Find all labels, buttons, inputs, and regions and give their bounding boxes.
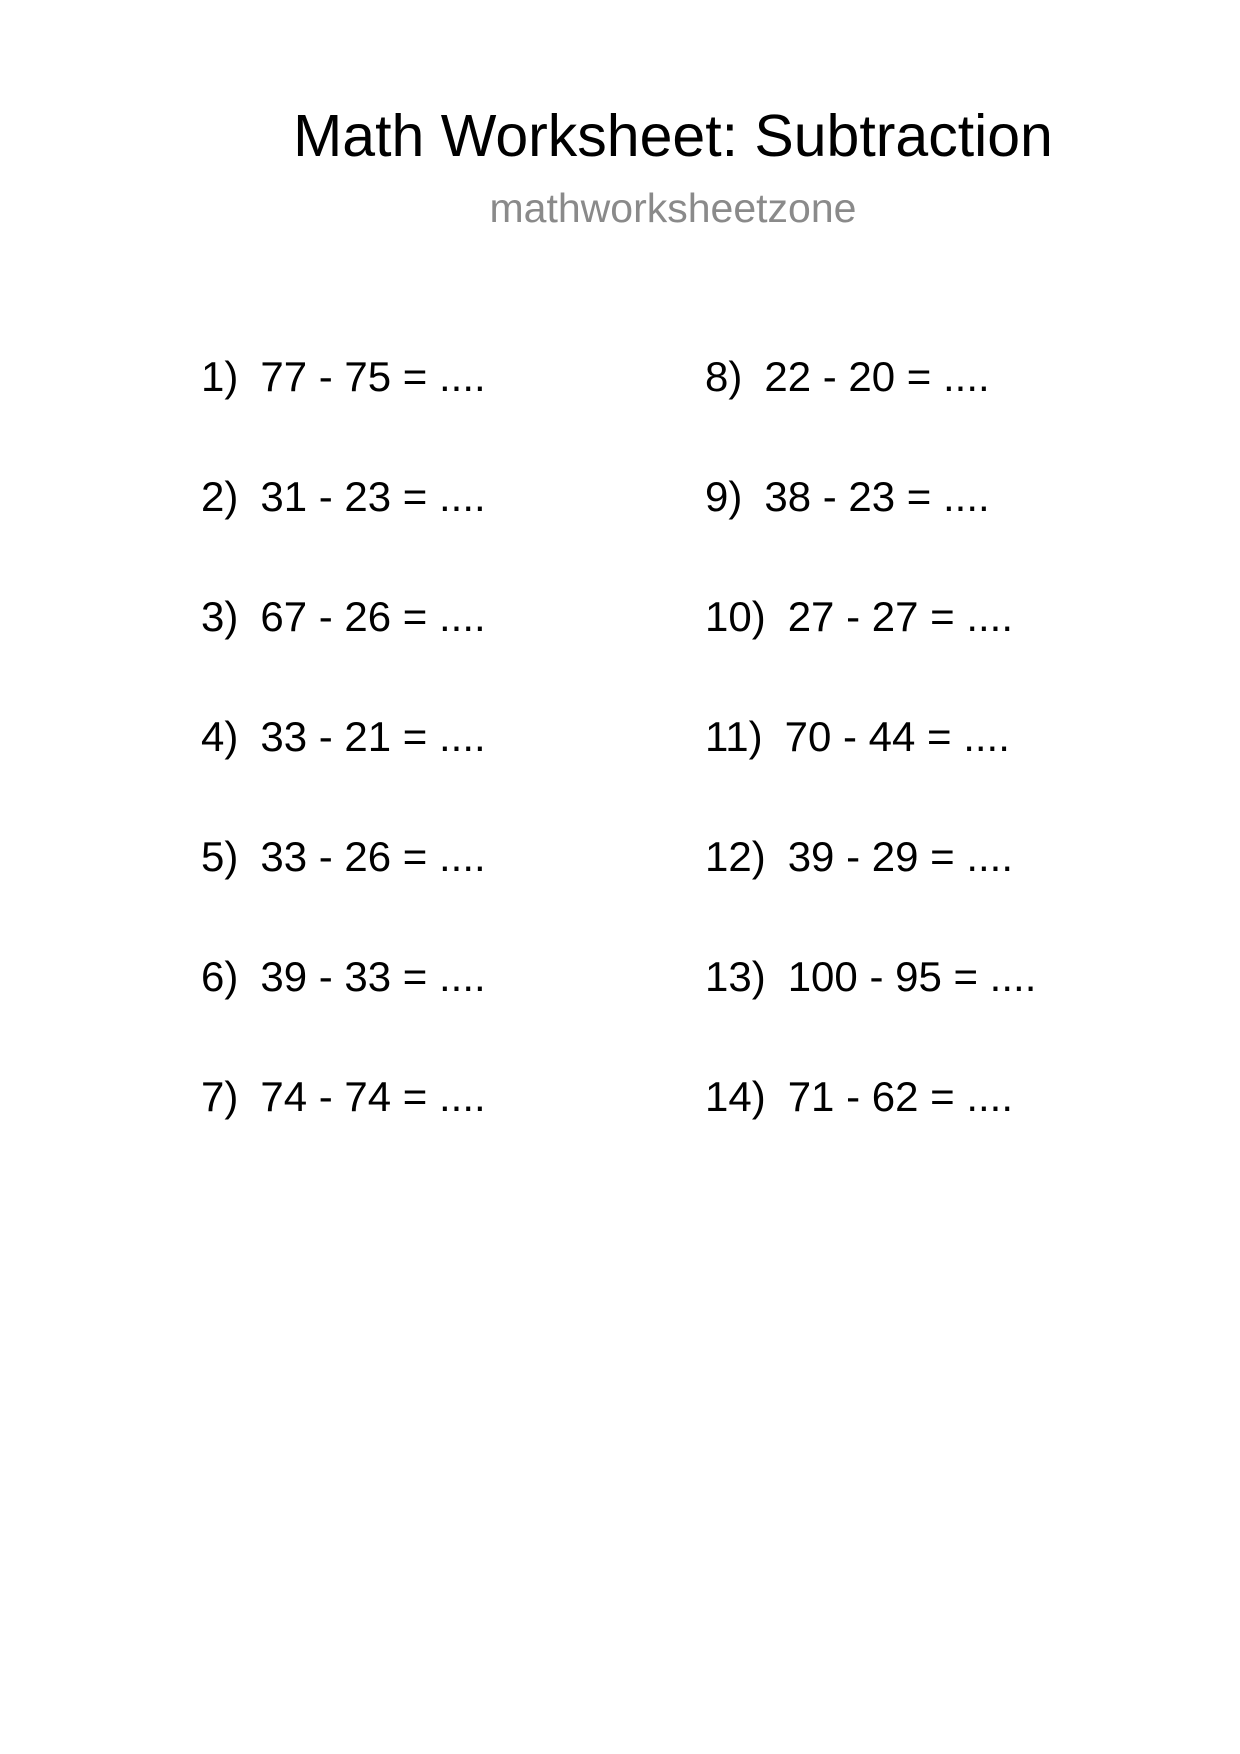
problem-expression: 33 - 21 = .... xyxy=(260,713,486,760)
problem-item xyxy=(705,587,1036,707)
problem-item xyxy=(201,1067,486,1187)
problem-number: 4) xyxy=(201,713,239,760)
problem-item xyxy=(705,947,1036,1067)
problems-column-right xyxy=(705,347,1036,1187)
problem-expression: 22 - 20 = .... xyxy=(764,353,990,400)
problem-item xyxy=(201,467,486,587)
problem-expression: 67 - 26 = .... xyxy=(260,593,486,640)
problem-expression: 77 - 75 = .... xyxy=(260,353,486,400)
problem-expression: 31 - 23 = .... xyxy=(260,473,486,520)
problem-expression: 100 - 95 = .... xyxy=(787,953,1037,1000)
problem-number: 1) xyxy=(201,353,239,400)
problem-item xyxy=(201,587,486,707)
problem-number: 6) xyxy=(201,953,239,1000)
problem-expression: 27 - 27 = .... xyxy=(787,593,1014,640)
problem-number: 2) xyxy=(201,473,239,520)
problem-expression: 70 - 44 = .... xyxy=(784,713,1010,760)
problem-number: 10) xyxy=(705,593,766,640)
problem-item xyxy=(705,1067,1036,1187)
problem-number: 5) xyxy=(201,833,239,880)
problem-item xyxy=(201,707,486,827)
problem-item xyxy=(705,467,1036,587)
page-title: Math Worksheet: Subtraction xyxy=(293,103,1053,169)
problems-column-left xyxy=(201,347,486,1187)
problem-expression: 39 - 29 = .... xyxy=(787,833,1014,880)
problem-number: 13) xyxy=(705,953,766,1000)
problem-expression: 74 - 74 = .... xyxy=(260,1073,486,1120)
problem-number: 11) xyxy=(705,713,763,760)
problem-expression: 71 - 62 = .... xyxy=(787,1073,1014,1120)
problem-expression: 39 - 33 = .... xyxy=(260,953,486,1000)
problem-item xyxy=(201,827,486,947)
problem-number: 12) xyxy=(705,833,766,880)
problem-item xyxy=(201,947,486,1067)
problem-number: 14) xyxy=(705,1073,766,1120)
problem-expression: 38 - 23 = .... xyxy=(764,473,990,520)
problem-number: 9) xyxy=(705,473,743,520)
problem-expression: 33 - 26 = .... xyxy=(260,833,486,880)
problem-item xyxy=(705,347,1036,467)
problem-number: 3) xyxy=(201,593,239,640)
problem-item xyxy=(201,347,486,467)
problem-number: 8) xyxy=(705,353,743,400)
page-subtitle: mathworksheetzone xyxy=(489,185,857,231)
problem-item xyxy=(705,827,1036,947)
problem-item xyxy=(705,707,1036,827)
problem-number: 7) xyxy=(201,1073,239,1120)
